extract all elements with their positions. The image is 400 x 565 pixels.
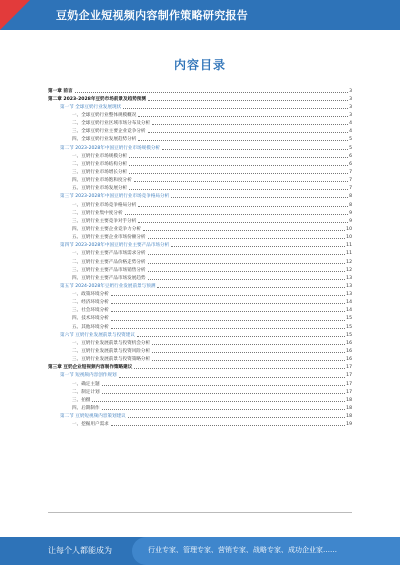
toc-entry-page: 15 — [346, 332, 352, 338]
toc-entry-page: 17 — [346, 389, 352, 395]
toc-entry-page: 7 — [349, 169, 352, 175]
toc-entry[interactable] — [48, 412, 352, 420]
toc-entry[interactable] — [48, 273, 352, 281]
toc-entry-page: 18 — [346, 406, 352, 412]
toc-entry-page: 18 — [346, 414, 352, 420]
toc-entry-label: 第二节 豆奶短视频内容策划建议 — [60, 414, 126, 420]
toc-heading: 内容目录 — [173, 58, 226, 72]
toc-entry-page: 16 — [346, 340, 352, 346]
toc-entry-page: 3 — [349, 104, 352, 110]
toc-entry-label: 第四节 2023-2028年中国豆奶行业主要产品市场分析 — [60, 243, 170, 249]
toc-entry-label: 一、挖掘用户需求 — [72, 422, 109, 428]
toc-entry-label: 一、豆奶行业市场竞争格局分析 — [72, 202, 137, 208]
toc-entry-page: 16 — [346, 357, 352, 363]
toc-leader-dots — [102, 385, 346, 386]
toc-entry[interactable] — [48, 298, 352, 306]
toc-leader-dots — [111, 425, 345, 426]
toc-entry-page: 16 — [346, 349, 352, 355]
toc-entry-label: 四、技术环境分析 — [72, 316, 109, 322]
toc-entry-label: 一、政策环境分析 — [72, 292, 109, 298]
toc-entry[interactable] — [48, 420, 352, 428]
toc-leader-dots — [148, 271, 346, 272]
toc-entry-page: 18 — [346, 397, 352, 403]
toc-entry-page: 15 — [346, 324, 352, 330]
toc-leader-dots — [152, 344, 345, 345]
toc-entry-label: 第二章 2023-2028年豆奶市场前景及趋势预测 — [48, 96, 146, 102]
toc-entry-label: 四、全球豆奶行业发展趋势分析 — [72, 137, 137, 143]
toc-leader-dots — [148, 279, 346, 280]
toc-entry[interactable] — [48, 249, 352, 257]
toc-entry-label: 四、豆奶行业主要产品市场发展趋势 — [72, 275, 146, 281]
toc-entry-label: 四、豆奶行业主要企业竞争力分析 — [72, 226, 141, 232]
toc-entry-page: 6 — [349, 161, 352, 167]
toc-entry-label: 二、全球豆奶行业区域市场分布及分析 — [72, 121, 151, 127]
toc-leader-dots — [162, 149, 348, 150]
toc-entry[interactable] — [48, 371, 352, 379]
toc-leader-dots — [129, 157, 348, 158]
toc-leader-dots — [152, 124, 348, 125]
toc-entry-label: 三、豆奶行业市场增长分析 — [72, 169, 128, 175]
toc-entry-label: 三、社会环境分析 — [72, 308, 109, 314]
toc-entry[interactable] — [48, 338, 352, 346]
footer-slogan: 让每个人都能成为 — [48, 546, 112, 555]
header-bar — [0, 0, 400, 30]
toc-entry[interactable] — [48, 403, 352, 411]
toc-entry-page: 3 — [349, 88, 352, 94]
toc-entry-label: 三、豆奶行业主要竞争对手分析 — [72, 218, 137, 224]
toc-entry-label: 三、豆奶行业主要产品市场销售分析 — [72, 267, 146, 273]
toc-leader-dots — [128, 417, 345, 418]
toc-entry-page: 14 — [346, 308, 352, 314]
header-accent-triangle — [0, 0, 30, 30]
toc-entry[interactable] — [48, 184, 352, 192]
toc-entry[interactable] — [48, 265, 352, 273]
toc-entry[interactable] — [48, 167, 352, 175]
toc-entry-page: 8 — [349, 194, 352, 200]
toc-leader-dots — [148, 132, 349, 133]
toc-entry-page: 14 — [346, 300, 352, 306]
toc-entry-page: 15 — [346, 316, 352, 322]
toc-entry-page: 12 — [346, 259, 352, 265]
toc-entry[interactable] — [48, 395, 352, 403]
toc-leader-dots — [134, 181, 348, 182]
toc-entry[interactable] — [48, 347, 352, 355]
toc-leader-dots — [138, 116, 348, 117]
toc-entry-page: 17 — [346, 373, 352, 379]
toc-leader-dots — [148, 263, 346, 264]
toc-leader-dots — [152, 352, 345, 353]
toc-leader-dots — [138, 140, 348, 141]
toc-entry-label: 第一节 全球豆奶行业发展现状 — [60, 104, 122, 110]
toc-entry-label: 三、豆奶行业发展前景与投资策略分析 — [72, 357, 151, 363]
toc-entry[interactable] — [48, 102, 352, 110]
toc-entry-label: 一、豆奶行业主要产品市场需求分析 — [72, 251, 146, 257]
toc-entry[interactable] — [48, 86, 352, 94]
toc-entry-label: 一、全球豆奶行业整体规模概况 — [72, 112, 137, 118]
toc-entry[interactable] — [48, 135, 352, 143]
toc-leader-dots — [123, 108, 348, 109]
toc-entry-label: 二、豆奶行业市场结构分析 — [72, 161, 128, 167]
toc-entry-label: 五、其他环境分析 — [72, 324, 109, 330]
toc-leader-dots — [129, 173, 348, 174]
toc-entry[interactable] — [48, 119, 352, 127]
toc-entry-label: 二、豆奶行业集中度分析 — [72, 210, 123, 216]
toc-leader-dots — [148, 238, 346, 239]
toc-entry-page: 4 — [349, 121, 352, 127]
report-title: 豆奶企业短视频内容制作策略研究报告 — [56, 9, 249, 22]
toc-entry-page: 17 — [346, 381, 352, 387]
toc-entry-page: 8 — [349, 202, 352, 208]
toc-entry-label: 第一节 短视频内容创作规划 — [60, 373, 117, 379]
toc-entry-label: 五、豆奶行业主要企业市场份额分析 — [72, 235, 146, 241]
toc-entry-page: 4 — [349, 129, 352, 135]
toc-entry-page: 11 — [346, 251, 352, 257]
toc-entry[interactable] — [48, 233, 352, 241]
toc-leader-dots — [75, 92, 348, 93]
toc-leader-dots — [102, 393, 346, 394]
toc-entry[interactable] — [48, 241, 352, 249]
toc-entry[interactable] — [48, 257, 352, 265]
toc-leader-dots — [111, 328, 345, 329]
toc-leader-dots — [138, 206, 348, 207]
toc-entry-label: 第二节 2023-2028年中国豆奶行业市场规模分析 — [60, 145, 161, 151]
toc-entry[interactable] — [48, 110, 352, 118]
toc-entry[interactable] — [48, 363, 352, 371]
toc-leader-dots — [111, 295, 345, 296]
toc-entry-label: 二、经济环境分析 — [72, 300, 109, 306]
toc-leader-dots — [157, 287, 345, 288]
toc-leader-dots — [143, 230, 345, 231]
toc-entry[interactable] — [48, 151, 352, 159]
toc-entry[interactable] — [48, 127, 352, 135]
toc-leader-dots — [111, 311, 345, 312]
toc-entry-page: 13 — [346, 275, 352, 281]
footer-bar — [0, 537, 400, 565]
toc-leader-dots — [152, 360, 345, 361]
footer-divider — [48, 512, 352, 513]
toc-entry[interactable] — [48, 94, 352, 102]
toc-entry-page: 6 — [349, 153, 352, 159]
toc-entry-page: 3 — [349, 112, 352, 118]
toc-leader-dots — [138, 222, 348, 223]
toc-entry[interactable] — [48, 314, 352, 322]
toc-leader-dots — [137, 336, 345, 337]
toc-leader-dots — [102, 409, 346, 410]
toc-entry-page: 5 — [349, 145, 352, 151]
toc-entry-page: 10 — [346, 226, 352, 232]
toc-entry[interactable] — [48, 330, 352, 338]
toc-entry[interactable] — [48, 290, 352, 298]
toc-entry-label: 一、豆奶行业发展前景与投资机会分析 — [72, 340, 151, 346]
toc-entry-page: 13 — [346, 283, 352, 289]
toc-leader-dots — [125, 214, 349, 215]
table-of-contents — [48, 86, 352, 428]
toc-entry-label: 二、豆奶行业主要产品价格走势分析 — [72, 259, 146, 265]
toc-entry[interactable] — [48, 192, 352, 200]
footer-roles: 行业专家、管理专家、营销专家、战略专家、成功企业家…… — [148, 546, 337, 554]
toc-entry-page: 19 — [346, 422, 352, 428]
toc-entry-label: 四、后期制作 — [72, 406, 100, 412]
toc-leader-dots — [148, 100, 348, 101]
toc-entry[interactable] — [48, 159, 352, 167]
toc-entry-page: 5 — [349, 137, 352, 143]
toc-leader-dots — [129, 189, 348, 190]
toc-entry-page: 7 — [349, 186, 352, 192]
toc-leader-dots — [111, 320, 345, 321]
toc-leader-dots — [134, 368, 345, 369]
toc-leader-dots — [92, 401, 345, 402]
toc-entry[interactable] — [48, 176, 352, 184]
toc-leader-dots — [111, 303, 345, 304]
toc-entry-label: 五、豆奶行业市场发展分析 — [72, 186, 128, 192]
toc-entry-label: 第三章 豆奶企业短视频内容制作策略建议 — [48, 365, 133, 371]
toc-entry-page: 11 — [346, 243, 352, 249]
toc-entry-label: 第五节 2024-2028年豆奶行业发展前景与预测 — [60, 283, 156, 289]
toc-entry-page: 13 — [346, 292, 352, 298]
toc-entry-label: 一、豆奶行业市场规模分析 — [72, 153, 128, 159]
toc-entry-label: 三、拍摄 — [72, 397, 91, 403]
toc-entry[interactable] — [48, 208, 352, 216]
toc-entry-label: 一、确定主题 — [72, 381, 100, 387]
toc-entry[interactable] — [48, 355, 352, 363]
toc-entry-page: 12 — [346, 267, 352, 273]
toc-entry-page: 3 — [349, 96, 352, 102]
toc-leader-dots — [129, 165, 348, 166]
toc-entry-label: 第三节 2023-2028年中国豆奶行业市场竞争格局分析 — [60, 194, 170, 200]
toc-entry-label: 第一章 前言 — [48, 88, 73, 94]
toc-entry[interactable] — [48, 200, 352, 208]
toc-entry[interactable] — [48, 322, 352, 330]
toc-leader-dots — [171, 197, 348, 198]
toc-entry-page: 10 — [346, 235, 352, 241]
toc-leader-dots — [148, 254, 346, 255]
toc-entry-label: 三、全球豆奶行业主要企业竞争分析 — [72, 129, 146, 135]
toc-entry-page: 7 — [349, 178, 352, 184]
toc-leader-dots — [171, 246, 345, 247]
toc-entry[interactable] — [48, 306, 352, 314]
toc-entry-label: 二、制定计划 — [72, 389, 100, 395]
toc-entry[interactable] — [48, 224, 352, 232]
toc-leader-dots — [119, 377, 346, 378]
toc-entry-label: 二、豆奶行业发展前景与投资风险分析 — [72, 349, 151, 355]
toc-entry-page: 9 — [349, 210, 352, 216]
toc-entry[interactable] — [48, 281, 352, 289]
toc-entry[interactable] — [48, 387, 352, 395]
toc-entry[interactable] — [48, 216, 352, 224]
toc-entry-label: 第六节 豆奶行业发展前景与投资建议 — [60, 332, 135, 338]
toc-entry-page: 9 — [349, 218, 352, 224]
toc-entry[interactable] — [48, 143, 352, 151]
toc-entry-page: 17 — [346, 365, 352, 371]
toc-entry-label: 四、豆奶行业市场饱和度分析 — [72, 178, 132, 184]
toc-entry[interactable] — [48, 379, 352, 387]
